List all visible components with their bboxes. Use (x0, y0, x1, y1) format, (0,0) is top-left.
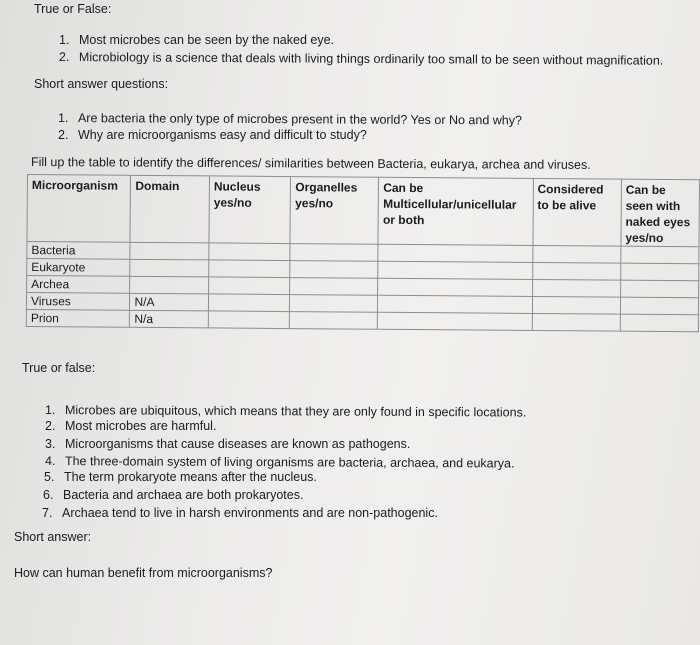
header-line: naked eyes (625, 214, 691, 230)
item-number: 2. (58, 50, 70, 65)
short-answer-heading: Short answer questions: (34, 77, 169, 91)
item-number: 4. (44, 454, 56, 469)
item-text: The three-domain system of living organisms are bacteria, archaea, and eukarya. (64, 454, 515, 471)
item-text: Bacteria and archaea are both prokaryotes. (63, 488, 304, 502)
cell-organism: Archea (27, 276, 131, 294)
cell-empty[interactable] (378, 244, 532, 262)
item-number: 1. (44, 403, 56, 418)
cell-empty[interactable] (208, 294, 290, 312)
cell-empty[interactable] (532, 279, 620, 297)
cell-empty[interactable] (378, 261, 532, 279)
header-line: Can be (625, 182, 666, 198)
header-line: yes/no (213, 195, 252, 210)
cell-empty[interactable] (620, 280, 698, 298)
cell-domain[interactable] (130, 259, 209, 277)
item-number: 6. (43, 488, 54, 502)
header-organelles (290, 177, 378, 245)
header-microorganism: Microorganism (27, 175, 131, 243)
list-item (45, 419, 216, 433)
list-item (43, 488, 303, 502)
item-number: 2. (58, 128, 69, 142)
header-line: or both (382, 212, 425, 228)
cell-domain[interactable] (130, 242, 209, 260)
item-text: Most microbes are harmful. (65, 419, 217, 433)
table-header-row (27, 175, 700, 247)
cell-empty[interactable] (621, 246, 699, 264)
item-number: 1. (59, 33, 70, 47)
header-line: yes/no (295, 196, 334, 211)
header-line: yes/no (625, 230, 664, 245)
cell-empty[interactable] (620, 314, 698, 332)
header-line: Considered (537, 182, 604, 197)
short-answer-question: How can human benefit from microorganisms? (14, 566, 273, 580)
cell-empty[interactable] (378, 278, 532, 296)
cell-empty[interactable] (290, 244, 378, 262)
cell-empty[interactable] (209, 277, 291, 295)
header-domain: Domain (130, 175, 209, 243)
cell-empty[interactable] (532, 245, 620, 263)
cell-empty[interactable] (378, 312, 532, 330)
cell-empty[interactable] (290, 278, 378, 296)
item-text: Are bacteria the only type of microbes present in the world? Yes or No and why? (77, 111, 523, 128)
short-answer-heading-2: Short answer: (14, 530, 92, 544)
list-item (42, 506, 438, 520)
header-nucleus (209, 176, 291, 244)
item-text: Microbes are ubiquitous, which means that they are only found in specific locations. (64, 403, 527, 420)
cell-empty[interactable] (290, 312, 378, 330)
header-visible (621, 179, 700, 247)
cell-empty[interactable] (209, 243, 291, 261)
list-item (45, 454, 515, 470)
header-line: Multicellular/unicellular (383, 196, 517, 212)
item-text: Archaea tend to live in harsh environments and are non-pathogenic. (62, 506, 438, 520)
cell-organism: Prion (26, 309, 130, 327)
table-instruction: Fill up the table to identify the differences/ similarities between Bacteria, eukarya, archea and viruses. (30, 155, 591, 172)
list-item (45, 403, 526, 420)
item-number: 5. (44, 470, 55, 484)
cell-empty[interactable] (209, 260, 291, 278)
item-text: Most microbes can be seen by the naked eye. (79, 33, 335, 47)
cell-empty[interactable] (290, 261, 378, 279)
cell-organism: Bacteria (27, 242, 131, 260)
item-number: 1. (57, 111, 69, 126)
item-text: Why are microorganisms easy and difficult to study? (78, 128, 367, 142)
cell-domain[interactable] (130, 276, 209, 294)
cell-empty[interactable] (620, 297, 698, 315)
cell-domain[interactable]: N/a (130, 310, 209, 328)
item-text: The term prokaryote means after the nucleus. (64, 470, 317, 484)
list-item (58, 111, 522, 127)
header-line: Organelles (295, 180, 358, 195)
list-item (45, 437, 410, 451)
cell-domain[interactable]: N/A (130, 293, 209, 311)
header-alive (533, 178, 622, 246)
cell-empty[interactable] (532, 296, 620, 314)
true-false-heading-2: True or false: (22, 361, 96, 375)
cell-empty[interactable] (532, 313, 620, 331)
header-line: Can be (383, 180, 424, 196)
cell-empty[interactable] (378, 295, 532, 313)
list-item (59, 50, 663, 68)
header-line: Nucleus (213, 179, 261, 194)
header-line: seen with (625, 198, 681, 214)
item-number: 7. (42, 506, 53, 520)
cell-organism: Eukaryote (27, 259, 131, 277)
item-text: Microorganisms that cause diseases are known as pathogens. (65, 437, 411, 451)
cell-organism: Viruses (26, 293, 130, 311)
cell-empty[interactable] (532, 262, 620, 280)
list-item (59, 33, 334, 47)
item-number: 3. (45, 437, 56, 451)
header-line: to be alive (537, 198, 597, 213)
cell-empty[interactable] (208, 311, 290, 329)
list-item (58, 128, 367, 142)
comparison-table (26, 174, 700, 332)
item-text: Microbiology is a science that deals with living things ordinarily too small to be seen without magnification. (78, 50, 664, 68)
cell-empty[interactable] (290, 295, 378, 313)
cell-empty[interactable] (621, 263, 699, 281)
true-false-heading: True or False: (34, 2, 112, 16)
list-item (44, 470, 317, 484)
item-number: 2. (45, 419, 56, 433)
header-cellularity (378, 177, 533, 245)
